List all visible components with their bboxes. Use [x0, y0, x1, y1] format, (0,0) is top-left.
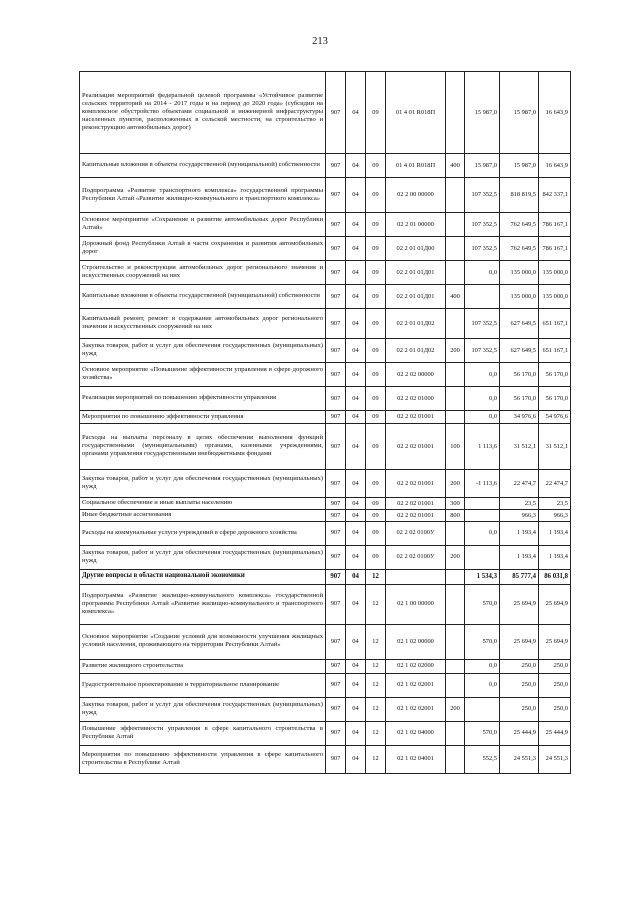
row-csr-code — [386, 569, 446, 584]
row-rz-code: 04 — [346, 411, 366, 424]
row-pr-code: 09 — [366, 521, 386, 545]
row-vr-code — [446, 659, 465, 673]
row-amount-3: 135 000,0 — [539, 261, 571, 285]
row-name-cell: Социальное обеспечение и иные выплаты населению — [80, 498, 326, 510]
row-amount-3: 23,5 — [539, 498, 571, 510]
row-amount-2: 25 694,9 — [500, 584, 539, 624]
row-vr-code: 800 — [446, 509, 465, 521]
row-pr-code: 12 — [366, 659, 386, 673]
row-amount-3: 16 643,9 — [539, 72, 571, 154]
row-amount-3: 250,0 — [539, 697, 571, 721]
row-pr-code: 09 — [366, 545, 386, 569]
row-amount-1: 0,0 — [465, 387, 500, 411]
row-name-cell: Основное мероприятие «Повышение эффективности управления в сфере дорожного хозяйства» — [80, 363, 326, 387]
row-rz-code: 04 — [346, 237, 366, 261]
row-rz-code: 04 — [346, 387, 366, 411]
row-amount-2: 627 649,5 — [500, 339, 539, 363]
row-csr-code: 02 2 02 01001 — [386, 411, 446, 424]
row-amount-2: 1 193,4 — [500, 521, 539, 545]
row-rz-code: 04 — [346, 285, 366, 309]
row-name-cell: Капитальные вложения в объекты государственной (муниципальной) собственности — [80, 285, 326, 309]
row-amount-2: 250,0 — [500, 659, 539, 673]
table-row — [80, 387, 571, 411]
row-gr-code: 907 — [326, 261, 346, 285]
table-row — [80, 72, 571, 154]
row-amount-1: 0,0 — [465, 261, 500, 285]
row-amount-2: 15 987,0 — [500, 72, 539, 154]
row-name-cell: Реализация мероприятий по повышению эффективности управления — [80, 387, 326, 411]
row-pr-code: 09 — [366, 470, 386, 498]
row-gr-code: 907 — [326, 498, 346, 510]
row-name-cell: Дорожный фонд Республики Алтай в части сохранения и развития автомобильных дорог — [80, 237, 326, 261]
row-csr-code: 02 2 00 00000 — [386, 178, 446, 213]
row-amount-1: 570,0 — [465, 721, 500, 745]
row-amount-3: 25 444,9 — [539, 721, 571, 745]
row-gr-code: 907 — [326, 624, 346, 659]
row-amount-3: 966,3 — [539, 509, 571, 521]
row-rz-code: 04 — [346, 213, 366, 237]
row-csr-code: 02 1 02 02001 — [386, 673, 446, 697]
row-amount-1: 0,0 — [465, 521, 500, 545]
row-pr-code: 09 — [366, 424, 386, 470]
row-name-cell: Закупка товаров, работ и услуг для обеспечения государственных (муниципальных) нужд — [80, 339, 326, 363]
table-row — [80, 237, 571, 261]
row-rz-code: 04 — [346, 745, 366, 773]
row-name-cell: Реализация мероприятий федеральной целевой программы «Устойчивое развитие сельских территорий на 2014 - 2017 годы и на период до 2020 года» (субсидии на комплексное обустройство объектами социальной и инженерной инфраструктуры населенных пунктов, расположенных в сельской местности, на строительство и реконструкцию автомобильных дорог) — [80, 72, 326, 154]
row-gr-code: 907 — [326, 470, 346, 498]
row-amount-3: 56 170,0 — [539, 387, 571, 411]
row-pr-code: 12 — [366, 569, 386, 584]
row-vr-code — [446, 213, 465, 237]
row-amount-3: 54 976,6 — [539, 411, 571, 424]
table-row — [80, 498, 571, 510]
row-rz-code: 04 — [346, 154, 366, 178]
row-csr-code: 02 1 02 02001 — [386, 697, 446, 721]
row-rz-code: 04 — [346, 673, 366, 697]
row-csr-code: 01 4 01 R018П — [386, 72, 446, 154]
row-csr-code: 02 2 02 01001 — [386, 498, 446, 510]
row-amount-1: 552,5 — [465, 745, 500, 773]
row-rz-code: 04 — [346, 569, 366, 584]
row-rz-code: 04 — [346, 363, 366, 387]
row-amount-2: 250,0 — [500, 697, 539, 721]
row-gr-code: 907 — [326, 72, 346, 154]
row-csr-code: 02 2 01 00000 — [386, 213, 446, 237]
table-row — [80, 624, 571, 659]
row-amount-2: 135 000,0 — [500, 261, 539, 285]
row-amount-3: 31 512,1 — [539, 424, 571, 470]
row-amount-1: 570,0 — [465, 584, 500, 624]
row-amount-1: 15 987,0 — [465, 72, 500, 154]
row-amount-1: 107 352,5 — [465, 309, 500, 339]
row-rz-code: 04 — [346, 697, 366, 721]
row-amount-3: 56 170,0 — [539, 363, 571, 387]
row-amount-3: 25 694,9 — [539, 584, 571, 624]
page-number: 213 — [312, 36, 328, 47]
budget-table — [79, 71, 571, 774]
row-rz-code: 04 — [346, 659, 366, 673]
row-rz-code: 04 — [346, 261, 366, 285]
row-name-cell: Закупка товаров, работ и услуг для обеспечения государственных (муниципальных) нужд — [80, 697, 326, 721]
row-amount-2: 250,0 — [500, 673, 539, 697]
row-rz-code: 04 — [346, 178, 366, 213]
row-csr-code: 02 2 01 01Д01 — [386, 285, 446, 309]
table-row — [80, 339, 571, 363]
row-pr-code: 12 — [366, 745, 386, 773]
table-row — [80, 470, 571, 498]
row-pr-code: 09 — [366, 213, 386, 237]
row-gr-code: 907 — [326, 521, 346, 545]
row-amount-2: 85 777,4 — [500, 569, 539, 584]
row-amount-2: 762 649,5 — [500, 213, 539, 237]
row-vr-code — [446, 721, 465, 745]
row-pr-code: 09 — [366, 509, 386, 521]
row-csr-code: 02 2 02 01001 — [386, 470, 446, 498]
row-vr-code — [446, 569, 465, 584]
table-row — [80, 545, 571, 569]
row-gr-code: 907 — [326, 237, 346, 261]
row-amount-3: 786 167,1 — [539, 213, 571, 237]
row-pr-code: 12 — [366, 697, 386, 721]
row-name-cell: Строительство и реконструкция автомобильных дорог регионального значения и искусственных сооружений на них — [80, 261, 326, 285]
row-name-cell: Развитие жилищного строительства — [80, 659, 326, 673]
row-amount-1: 15 987,0 — [465, 154, 500, 178]
row-name-cell: Иные бюджетные ассигнования — [80, 509, 326, 521]
row-amount-1 — [465, 697, 500, 721]
row-vr-code: 300 — [446, 498, 465, 510]
row-amount-1: 570,0 — [465, 624, 500, 659]
row-csr-code: 02 2 01 01Д00 — [386, 237, 446, 261]
table-row — [80, 285, 571, 309]
row-vr-code — [446, 309, 465, 339]
row-vr-code — [446, 521, 465, 545]
row-amount-1: 0,0 — [465, 673, 500, 697]
row-amount-1: -1 113,6 — [465, 470, 500, 498]
row-csr-code: 02 1 02 04001 — [386, 745, 446, 773]
row-vr-code — [446, 237, 465, 261]
row-rz-code: 04 — [346, 521, 366, 545]
budget-table-body — [80, 72, 571, 774]
row-amount-2: 56 170,0 — [500, 387, 539, 411]
row-csr-code: 02 2 01 01Д01 — [386, 261, 446, 285]
row-vr-code: 200 — [446, 697, 465, 721]
row-name-cell: Расходы на коммунальные услуги учреждений в сфере дорожного хозяйства — [80, 521, 326, 545]
row-name-cell: Другие вопросы в области национальной экономики — [80, 569, 326, 584]
row-vr-code: 200 — [446, 545, 465, 569]
row-rz-code: 04 — [346, 545, 366, 569]
table-row — [80, 178, 571, 213]
row-csr-code: 02 2 02 01000 — [386, 387, 446, 411]
row-gr-code: 907 — [326, 178, 346, 213]
row-name-cell: Повышение эффективности управления в сфере капитального строительства в Республике Алтай — [80, 721, 326, 745]
row-amount-3: 250,0 — [539, 659, 571, 673]
table-row — [80, 584, 571, 624]
row-pr-code: 12 — [366, 721, 386, 745]
row-rz-code: 04 — [346, 470, 366, 498]
row-amount-2: 56 170,0 — [500, 363, 539, 387]
row-gr-code: 907 — [326, 213, 346, 237]
row-gr-code: 907 — [326, 339, 346, 363]
row-pr-code: 09 — [366, 411, 386, 424]
row-amount-1: 107 352,5 — [465, 213, 500, 237]
row-amount-3: 1 193,4 — [539, 545, 571, 569]
row-amount-2: 31 512,1 — [500, 424, 539, 470]
row-csr-code: 02 1 02 04000 — [386, 721, 446, 745]
row-amount-2: 25 444,9 — [500, 721, 539, 745]
table-row — [80, 261, 571, 285]
row-rz-code: 04 — [346, 624, 366, 659]
row-csr-code: 02 2 02 0100У — [386, 521, 446, 545]
row-csr-code: 01 4 01 R018П — [386, 154, 446, 178]
row-csr-code: 02 2 02 00000 — [386, 363, 446, 387]
row-vr-code — [446, 745, 465, 773]
table-row — [80, 673, 571, 697]
row-gr-code: 907 — [326, 569, 346, 584]
row-amount-3: 250,0 — [539, 673, 571, 697]
row-pr-code: 09 — [366, 339, 386, 363]
row-gr-code: 907 — [326, 411, 346, 424]
table-row — [80, 411, 571, 424]
row-amount-1 — [465, 509, 500, 521]
row-amount-1: 0,0 — [465, 363, 500, 387]
row-amount-2: 15 987,0 — [500, 154, 539, 178]
row-pr-code: 12 — [366, 673, 386, 697]
row-amount-3: 135 000,0 — [539, 285, 571, 309]
row-amount-2: 966,3 — [500, 509, 539, 521]
row-gr-code: 907 — [326, 285, 346, 309]
table-row — [80, 745, 571, 773]
row-amount-2: 135 000,0 — [500, 285, 539, 309]
row-amount-2: 34 976,6 — [500, 411, 539, 424]
row-amount-2: 818 819,5 — [500, 178, 539, 213]
row-name-cell: Закупка товаров, работ и услуг для обеспечения государственных (муниципальных) нужд — [80, 470, 326, 498]
table-row — [80, 569, 571, 584]
row-name-cell: Подпрограмма «Развитие транспортного комплекса» государственной программы Республики Алтай «Развитие жилищно-коммунального и транспортного комплекса» — [80, 178, 326, 213]
row-pr-code: 09 — [366, 363, 386, 387]
row-amount-2: 762 649,5 — [500, 237, 539, 261]
row-vr-code — [446, 261, 465, 285]
row-rz-code: 04 — [346, 498, 366, 510]
row-amount-3: 25 694,9 — [539, 624, 571, 659]
row-amount-2: 22 474,7 — [500, 470, 539, 498]
table-row — [80, 154, 571, 178]
row-csr-code: 02 2 01 01Д02 — [386, 339, 446, 363]
row-pr-code: 09 — [366, 154, 386, 178]
row-amount-2: 24 551,3 — [500, 745, 539, 773]
row-rz-code: 04 — [346, 584, 366, 624]
row-name-cell: Основное мероприятие «Создание условий для возможности улучшения жилищных условий населения, проживающего на территории Республики Алтай» — [80, 624, 326, 659]
row-rz-code: 04 — [346, 339, 366, 363]
row-vr-code — [446, 673, 465, 697]
row-pr-code: 09 — [366, 498, 386, 510]
row-amount-2: 627 649,5 — [500, 309, 539, 339]
row-name-cell: Капитальные вложения в объекты государственной (муниципальной) собственности — [80, 154, 326, 178]
row-amount-3: 22 474,7 — [539, 470, 571, 498]
row-gr-code: 907 — [326, 424, 346, 470]
row-amount-1 — [465, 498, 500, 510]
row-name-cell: Закупка товаров, работ и услуг для обеспечения государственных (муниципальных) нужд — [80, 545, 326, 569]
row-amount-2: 23,5 — [500, 498, 539, 510]
table-row — [80, 659, 571, 673]
row-rz-code: 04 — [346, 309, 366, 339]
row-vr-code: 100 — [446, 424, 465, 470]
row-pr-code: 09 — [366, 178, 386, 213]
row-amount-1: 1 113,6 — [465, 424, 500, 470]
row-pr-code: 09 — [366, 309, 386, 339]
row-amount-3: 86 031,8 — [539, 569, 571, 584]
row-amount-1: 0,0 — [465, 411, 500, 424]
row-amount-2: 1 193,4 — [500, 545, 539, 569]
row-rz-code: 04 — [346, 424, 366, 470]
row-amount-1 — [465, 545, 500, 569]
row-csr-code: 02 1 00 00000 — [386, 584, 446, 624]
row-pr-code: 12 — [366, 584, 386, 624]
row-amount-3: 651 167,1 — [539, 339, 571, 363]
row-vr-code: 200 — [446, 470, 465, 498]
row-pr-code: 09 — [366, 285, 386, 309]
row-name-cell: Мероприятия по повышению эффективности управления — [80, 411, 326, 424]
row-gr-code: 907 — [326, 697, 346, 721]
row-amount-3: 786 167,1 — [539, 237, 571, 261]
row-gr-code: 907 — [326, 673, 346, 697]
row-amount-3: 24 551,3 — [539, 745, 571, 773]
row-pr-code: 09 — [366, 261, 386, 285]
row-vr-code — [446, 584, 465, 624]
row-amount-3: 1 193,4 — [539, 521, 571, 545]
row-csr-code: 02 1 02 02000 — [386, 659, 446, 673]
row-gr-code: 907 — [326, 509, 346, 521]
row-name-cell: Градостроительное проектирование и территориальное планирование — [80, 673, 326, 697]
row-amount-2: 25 694,9 — [500, 624, 539, 659]
row-gr-code: 907 — [326, 745, 346, 773]
row-gr-code: 907 — [326, 387, 346, 411]
row-gr-code: 907 — [326, 659, 346, 673]
row-rz-code: 04 — [346, 509, 366, 521]
row-gr-code: 907 — [326, 545, 346, 569]
row-vr-code — [446, 72, 465, 154]
row-vr-code: 400 — [446, 154, 465, 178]
row-pr-code: 09 — [366, 237, 386, 261]
table-row — [80, 213, 571, 237]
row-csr-code: 02 2 02 0100У — [386, 545, 446, 569]
row-amount-3: 651 167,1 — [539, 309, 571, 339]
row-gr-code: 907 — [326, 309, 346, 339]
row-gr-code: 907 — [326, 154, 346, 178]
table-row — [80, 309, 571, 339]
row-pr-code: 12 — [366, 624, 386, 659]
table-row — [80, 509, 571, 521]
row-csr-code: 02 2 02 01001 — [386, 424, 446, 470]
row-vr-code — [446, 387, 465, 411]
row-vr-code — [446, 624, 465, 659]
row-vr-code — [446, 411, 465, 424]
row-amount-1 — [465, 285, 500, 309]
row-gr-code: 907 — [326, 363, 346, 387]
row-vr-code: 400 — [446, 285, 465, 309]
row-amount-1: 107 352,5 — [465, 178, 500, 213]
row-name-cell: Расходы на выплаты персоналу в целях обеспечения выполнения функций государственными (муниципальными) органами, казенными учреждениями, органами управления государственными внебюджетными фондами — [80, 424, 326, 470]
table-row — [80, 424, 571, 470]
table-row — [80, 721, 571, 745]
row-name-cell: Подпрограмма «Развитие жилищно-коммунального комплекса» государственной программы Республики Алтай «Развитие жилищно-коммунального и транспортного комплекса» — [80, 584, 326, 624]
row-amount-3: 16 643,9 — [539, 154, 571, 178]
row-rz-code: 04 — [346, 721, 366, 745]
table-row — [80, 697, 571, 721]
row-name-cell: Капитальный ремонт, ремонт и содержание автомобильных дорог регионального значения и искусственных сооружений на них — [80, 309, 326, 339]
row-name-cell: Основное мероприятие «Сохранение и развитие автомобильных дорог Республики Алтай» — [80, 213, 326, 237]
row-csr-code: 02 2 01 01Д02 — [386, 309, 446, 339]
row-name-cell: Мероприятия по повышению эффективности управления в сфере капитального строительства в Республике Алтай — [80, 745, 326, 773]
row-csr-code: 02 2 02 01001 — [386, 509, 446, 521]
row-pr-code: 09 — [366, 387, 386, 411]
row-vr-code: 200 — [446, 339, 465, 363]
row-vr-code — [446, 363, 465, 387]
row-csr-code: 02 1 02 00000 — [386, 624, 446, 659]
row-vr-code — [446, 178, 465, 213]
table-row — [80, 363, 571, 387]
row-amount-1: 107 352,5 — [465, 339, 500, 363]
row-amount-1: 107 352,5 — [465, 237, 500, 261]
row-rz-code: 04 — [346, 72, 366, 154]
table-row — [80, 521, 571, 545]
row-gr-code: 907 — [326, 584, 346, 624]
row-pr-code: 09 — [366, 72, 386, 154]
row-amount-1: 1 534,3 — [465, 569, 500, 584]
row-amount-3: 842 337,1 — [539, 178, 571, 213]
row-gr-code: 907 — [326, 721, 346, 745]
row-amount-1: 0,0 — [465, 659, 500, 673]
